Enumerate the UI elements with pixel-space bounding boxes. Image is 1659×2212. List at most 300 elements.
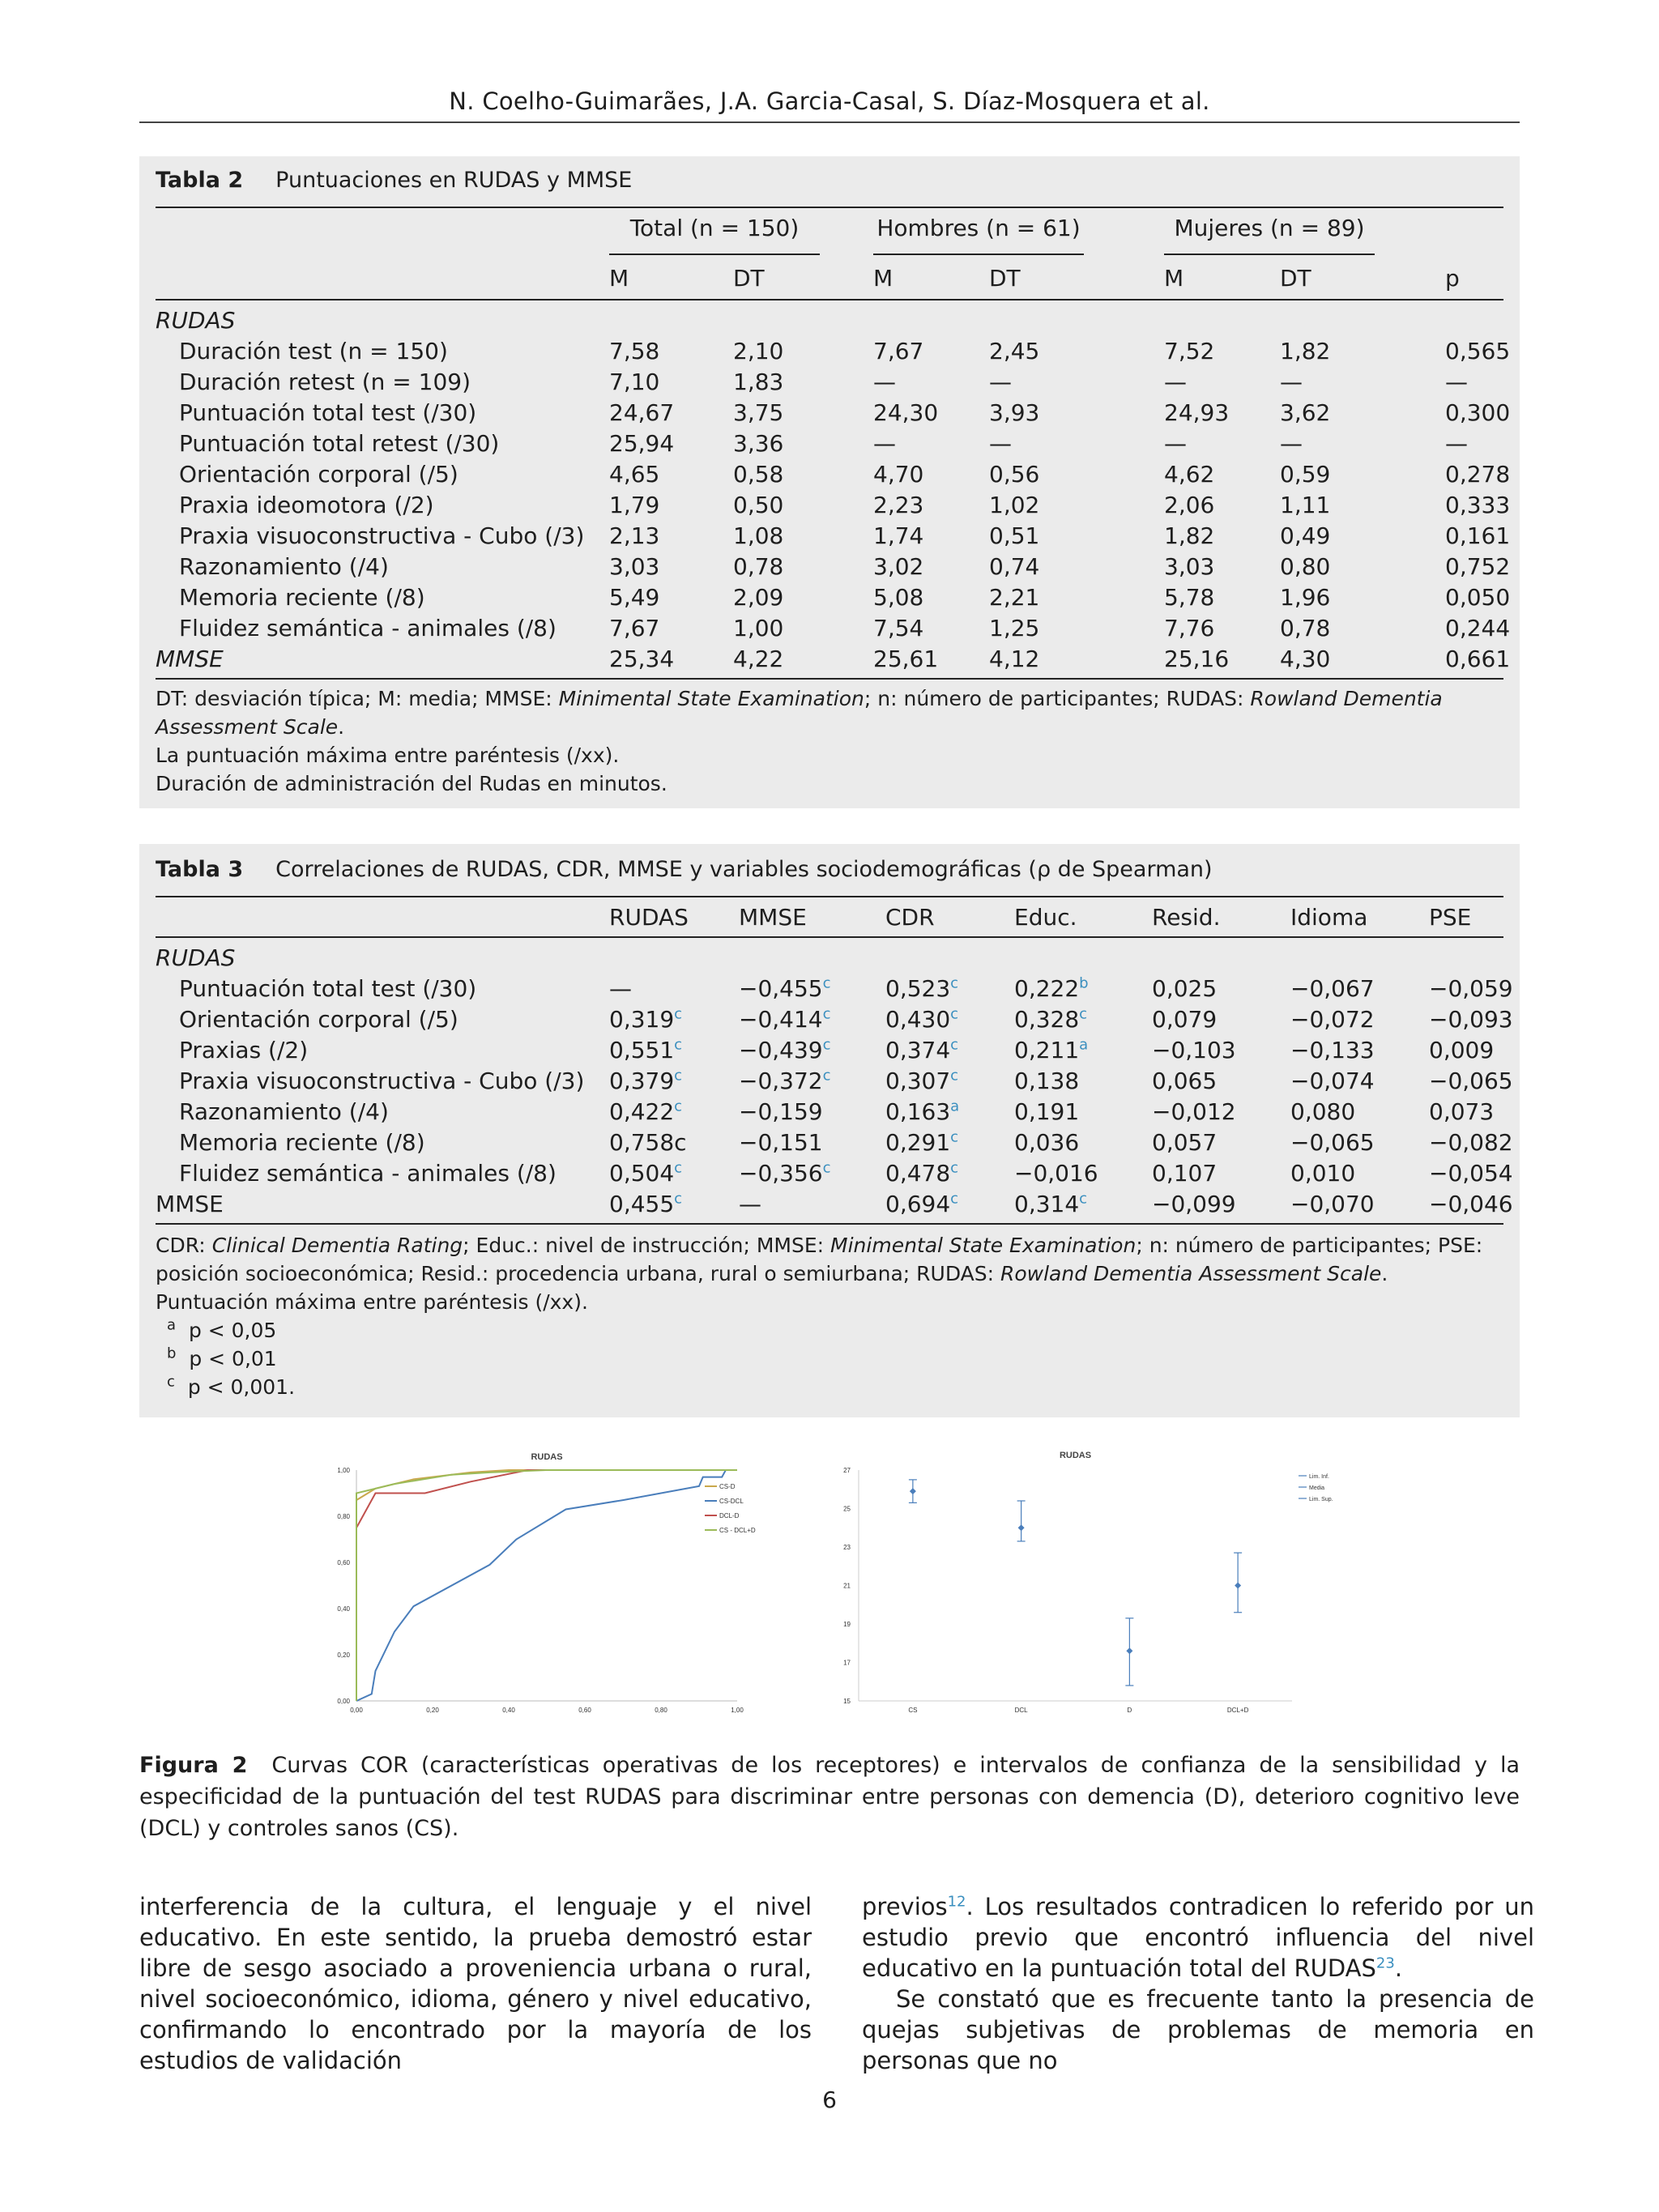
ci-chart — [826, 1442, 1361, 1729]
section-label: RUDAS — [156, 307, 236, 334]
table-cell: 1,08 — [733, 522, 784, 549]
table-rule — [156, 299, 1503, 300]
table-cell — [1014, 975, 1089, 1002]
row-label: Praxia visuoconstructiva - Cubo (/3) — [179, 522, 585, 549]
column-header: MMSE — [739, 904, 807, 931]
table-row — [156, 461, 1511, 492]
table-cell — [1152, 1160, 1217, 1187]
cell-value: −0,067 — [1290, 975, 1375, 1002]
table-cell: — — [873, 369, 896, 395]
table-cell — [885, 1037, 958, 1063]
table-2 — [139, 156, 1520, 808]
table-cell — [739, 1191, 761, 1217]
significance-mark: c — [950, 1005, 959, 1023]
table-3-caption — [156, 857, 1213, 882]
table-cell — [1290, 975, 1375, 1002]
running-head: N. Coelho-Guimarães, J.A. Garcia-Casal, S. Díaz-Mosquera et al. — [449, 87, 1210, 115]
significance-mark: c — [674, 1067, 683, 1085]
cell-value: 0,758c — [609, 1129, 687, 1156]
cell-value: −0,159 — [739, 1098, 823, 1125]
significance-mark: c — [674, 1036, 683, 1054]
chart-title: RUDAS — [1059, 1451, 1092, 1460]
table-2-section-rudas — [156, 307, 1503, 338]
cell-value: 0,291 — [885, 1129, 951, 1156]
table-cell: 0,244 — [1445, 615, 1511, 641]
table-cell: 7,10 — [609, 369, 660, 395]
y-tick-label: 0,20 — [337, 1652, 350, 1659]
table-cell — [1152, 975, 1217, 1002]
table-3-footnote-a: $^a$ p < 0,05 — [167, 1316, 277, 1342]
table-cell — [609, 1129, 687, 1156]
table-cell: 7,67 — [609, 615, 660, 641]
table-3-footnote-b: $^b$ p < 0,01 — [167, 1345, 277, 1370]
x-tick-label: 0,20 — [426, 1707, 439, 1714]
row-label: Duración retest (n = 109) — [179, 369, 471, 395]
table-row — [156, 338, 1511, 369]
table-cell — [1014, 1129, 1079, 1156]
cell-value: 0,009 — [1429, 1037, 1495, 1063]
table-cell: — — [1445, 369, 1468, 395]
table-cell — [1429, 1006, 1513, 1033]
row-label: Orientación corporal (/5) — [179, 1006, 458, 1033]
cell-value: 0,504 — [609, 1160, 675, 1187]
significance-mark: a — [950, 1097, 960, 1115]
row-label: Praxias (/2) — [179, 1037, 309, 1063]
chart-title: RUDAS — [531, 1452, 563, 1462]
cell-value: 0,025 — [1152, 975, 1218, 1002]
table-cell — [739, 1037, 831, 1063]
cell-value: 0,694 — [885, 1191, 951, 1217]
table-cell: 1,11 — [1280, 492, 1331, 518]
column-header: DT — [989, 265, 1021, 292]
table-3-header-row — [156, 904, 1503, 935]
cell-value: 0,430 — [885, 1006, 951, 1033]
x-tick-label: 1,00 — [731, 1707, 744, 1714]
table-cell: 4,22 — [733, 646, 784, 672]
table-cell: — — [989, 430, 1012, 457]
table-cell — [1429, 1098, 1494, 1125]
table-cell: 0,51 — [989, 522, 1040, 549]
column-header: PSE — [1429, 904, 1472, 931]
cell-value: −0,372 — [739, 1068, 823, 1094]
cell-value: 0,065 — [1152, 1068, 1218, 1094]
y-tick-label: 1,00 — [337, 1467, 350, 1474]
column-header: DT — [733, 265, 765, 292]
row-label: Fluidez semántica - animales (/8) — [179, 1160, 557, 1187]
row-label: Praxia visuoconstructiva - Cubo (/3) — [179, 1068, 585, 1094]
row-label: Razonamiento (/4) — [179, 1098, 389, 1125]
table-cell — [609, 1006, 682, 1033]
y-tick-label: 0,00 — [337, 1698, 350, 1705]
table-cell — [609, 975, 632, 1002]
table-rule — [609, 254, 820, 255]
x-tick-label: 0,80 — [655, 1707, 667, 1714]
table-cell — [885, 1098, 959, 1125]
table-cell: 5,08 — [873, 584, 924, 611]
figure-caption — [139, 1750, 1520, 1844]
row-label: Memoria reciente (/8) — [179, 1129, 425, 1156]
table-2-note-1: DT: desviación típica; M: media; MMSE: Minimental State Examination; n: número de participantes; RUDAS: Rowland Dementia Assessment Scale. — [156, 687, 1443, 739]
table-cell — [1014, 1006, 1087, 1033]
table-cell — [885, 1160, 958, 1187]
table-row — [156, 522, 1511, 553]
significance-mark: b — [1079, 974, 1089, 992]
reference-12[interactable]: 12 — [947, 1893, 966, 1911]
table-cell — [885, 1006, 958, 1033]
table-cell — [1290, 1098, 1355, 1125]
table-cell: — — [1164, 430, 1187, 457]
cell-value: −0,455 — [739, 975, 823, 1002]
cell-value: — — [739, 1191, 761, 1217]
table-cell: 24,93 — [1164, 399, 1230, 426]
table-cell: 4,12 — [989, 646, 1040, 672]
table-rule — [1164, 254, 1375, 255]
series-line-0 — [356, 1470, 737, 1701]
table-row — [156, 584, 1511, 615]
cell-value: −0,070 — [1290, 1191, 1375, 1217]
table-cell: 7,54 — [873, 615, 924, 641]
cell-value: 0,422 — [609, 1098, 675, 1125]
column-header: CDR — [885, 904, 935, 931]
table-cell: 25,16 — [1164, 646, 1230, 672]
legend-label: Media — [1309, 1485, 1325, 1491]
table-cell: 3,62 — [1280, 399, 1331, 426]
table-row — [156, 1067, 1513, 1098]
table-cell — [609, 1037, 682, 1063]
table-cell: 2,10 — [733, 338, 784, 364]
table-cell: 1,79 — [609, 492, 660, 518]
table-cell — [1152, 1037, 1236, 1063]
table-cell — [739, 1068, 831, 1094]
cell-value: −0,133 — [1290, 1037, 1375, 1063]
table-cell — [1014, 1068, 1079, 1094]
table-row — [156, 369, 1503, 399]
cell-value: 0,057 — [1152, 1129, 1218, 1156]
table-cell: 0,59 — [1280, 461, 1331, 488]
column-header: Educ. — [1014, 904, 1077, 931]
table-cell: 0,333 — [1445, 492, 1511, 518]
cell-value: 0,328 — [1014, 1006, 1080, 1033]
table-cell — [1290, 1037, 1375, 1063]
cell-value: 0,222 — [1014, 975, 1080, 1002]
cell-value: 0,379 — [609, 1068, 675, 1094]
significance-mark: c — [1079, 1005, 1088, 1023]
significance-mark: c — [674, 1005, 683, 1023]
table-2-subheader-row — [156, 265, 1503, 296]
row-label: Razonamiento (/4) — [179, 553, 389, 580]
legend-label: Lim. Sup. — [1309, 1497, 1333, 1502]
cell-value: 0,374 — [885, 1037, 951, 1063]
legend-label: CS - DCL+D — [719, 1527, 756, 1534]
table-cell — [739, 1129, 823, 1156]
reference-23[interactable]: 23 — [1375, 1954, 1395, 1972]
table-cell: 3,03 — [1164, 553, 1215, 580]
cell-value: 0,314 — [1014, 1191, 1080, 1217]
table-cell: 0,278 — [1445, 461, 1511, 488]
significance-mark: c — [1079, 1190, 1088, 1208]
table-cell: 24,30 — [873, 399, 939, 426]
cell-value: 0,319 — [609, 1006, 675, 1033]
table-cell: 2,23 — [873, 492, 924, 518]
table-cell — [1290, 1191, 1375, 1217]
table-cell: 0,050 — [1445, 584, 1511, 611]
table-cell — [1429, 1191, 1513, 1217]
table-cell — [1429, 975, 1513, 1002]
table-2-top-rule — [156, 207, 1503, 208]
y-tick-label: 25 — [843, 1505, 851, 1513]
cell-value: 0,478 — [885, 1160, 951, 1187]
table-row — [156, 1005, 1513, 1037]
table-cell — [1014, 1037, 1088, 1063]
table-cell: 7,67 — [873, 338, 924, 364]
cell-value: 0,307 — [885, 1068, 951, 1094]
table-cell: 5,49 — [609, 584, 660, 611]
cell-value: −0,356 — [739, 1160, 823, 1187]
table-row — [156, 430, 1503, 461]
page-number: 6 — [822, 2086, 837, 2113]
table-2-label: Tabla 2 — [156, 168, 244, 193]
table-cell: — — [873, 430, 896, 457]
figure-caption-text: Curvas COR (características operativas de los receptores) e intervalos de confianza de la sensibilidad y la especificidad de la puntuación del test RUDAS para discriminar entre personas con demencia (D), deterioro cognitivo leve (DCL) y controles sanos (CS). — [139, 1753, 1520, 1841]
table-rule — [156, 678, 1503, 680]
row-label: MMSE — [156, 646, 224, 672]
column-header: RUDAS — [609, 904, 689, 931]
cell-value: −0,074 — [1290, 1068, 1375, 1094]
group-header-label: Hombres (n = 61) — [876, 215, 1081, 241]
table-row — [156, 1098, 1503, 1129]
table-row — [156, 1159, 1513, 1191]
x-tick-label: 0,00 — [350, 1707, 363, 1714]
table-cell — [1152, 1191, 1236, 1217]
table-cell: 4,62 — [1164, 461, 1215, 488]
table-cell: 1,82 — [1280, 338, 1331, 364]
table-cell — [1429, 1037, 1494, 1063]
series-line-3 — [356, 1470, 737, 1701]
table-cell: 25,61 — [873, 646, 939, 672]
table-2-note-2: La puntuación máxima entre paréntesis (/xx). — [156, 744, 620, 767]
table-cell: 3,36 — [733, 430, 784, 457]
table-cell — [609, 1068, 682, 1094]
y-tick-label: 21 — [843, 1582, 851, 1590]
column-header: p — [1445, 265, 1460, 292]
cell-value: −0,012 — [1152, 1098, 1236, 1125]
table-cell: 0,74 — [989, 553, 1040, 580]
significance-mark: c — [822, 974, 831, 992]
table-cell — [739, 975, 831, 1002]
table-cell: 0,50 — [733, 492, 784, 518]
cell-value: 0,191 — [1014, 1098, 1080, 1125]
table-cell — [739, 1006, 831, 1033]
significance-mark: c — [822, 1036, 831, 1054]
x-tick-label: DCL — [1014, 1707, 1028, 1714]
table-2-group-header — [156, 215, 1503, 245]
cell-value: 0,551 — [609, 1037, 675, 1063]
table-cell: 1,74 — [873, 522, 924, 549]
table-cell: — — [1280, 369, 1303, 395]
table-cell: — — [1445, 430, 1468, 457]
table-cell — [1429, 1068, 1513, 1094]
table-cell: 0,661 — [1445, 646, 1511, 672]
cell-value: 0,010 — [1290, 1160, 1356, 1187]
group-header-label: Mujeres (n = 89) — [1174, 215, 1365, 241]
cell-value: 0,138 — [1014, 1068, 1080, 1094]
cell-value: −0,099 — [1152, 1191, 1236, 1217]
legend-label: Lim. Inf. — [1309, 1474, 1329, 1480]
cell-value: −0,082 — [1429, 1129, 1513, 1156]
table-cell — [885, 1129, 958, 1156]
table-cell: 25,94 — [609, 430, 675, 457]
table-cell: 25,34 — [609, 646, 675, 672]
table-cell: 3,02 — [873, 553, 924, 580]
table-cell — [1290, 1006, 1375, 1033]
table-2-title: Puntuaciones en RUDAS y MMSE — [275, 168, 633, 193]
table-cell: 4,30 — [1280, 646, 1331, 672]
table-cell: 7,52 — [1164, 338, 1215, 364]
table-cell: 1,25 — [989, 615, 1040, 641]
significance-mark: c — [950, 1190, 959, 1208]
table-cell — [1290, 1160, 1355, 1187]
table-3-notes — [156, 1231, 1503, 1401]
table-cell: 0,565 — [1445, 338, 1511, 364]
table-cell: 3,03 — [609, 553, 660, 580]
table-cell: 1,00 — [733, 615, 784, 641]
body-paragraph: interferencia de la cultura, el lenguaje y el nivel educativo. En este sentido, la prueba demostró estar libre de sesgo asociado a proveniencia urbana o rural, nivel socioeconómico, idioma, género y nivel educativo, confirmando lo encontrado por la mayoría de los estudios de validación — [139, 1893, 812, 2074]
cell-value: — — [609, 975, 632, 1002]
significance-mark: c — [674, 1190, 683, 1208]
table-cell: 0,300 — [1445, 399, 1511, 426]
cell-value: 0,107 — [1152, 1160, 1218, 1187]
table-cell: 1,83 — [733, 369, 784, 395]
figure-label: Figura 2 — [139, 1753, 248, 1778]
body-paragraph: previos$^{12}$. Los resultados contradicen lo referido por un estudio previo que encontró influencia del nivel educativo en la puntuación total del RUDAS$^{23}$. — [862, 1893, 1534, 1982]
cell-value: −0,054 — [1429, 1160, 1513, 1187]
cell-value: 0,036 — [1014, 1129, 1080, 1156]
body-paragraph: Se constató que es frecuente tanto la presencia de quejas subjetivas de problemas de memoria en personas que no — [862, 1985, 1534, 2074]
legend-label: CS-DCL — [719, 1498, 744, 1505]
significance-mark: c — [822, 1005, 831, 1023]
table-cell: 1,82 — [1164, 522, 1215, 549]
table-row — [156, 974, 1513, 1006]
significance-mark: c — [674, 1097, 683, 1115]
legend-label: CS-D — [719, 1483, 736, 1490]
table-cell — [1429, 1129, 1513, 1156]
table-3-note-2: Puntuación máxima entre paréntesis (/xx). — [156, 1290, 588, 1314]
significance-mark: c — [822, 1067, 831, 1085]
significance-mark: c — [950, 974, 959, 992]
cell-value: 0,073 — [1429, 1098, 1495, 1125]
table-cell — [609, 1191, 682, 1217]
table-cell — [885, 975, 958, 1002]
column-header: DT — [1280, 265, 1311, 292]
table-cell: 4,70 — [873, 461, 924, 488]
table-cell — [885, 1068, 958, 1094]
table-cell — [739, 1160, 831, 1187]
mean-marker — [910, 1488, 916, 1494]
row-label: Puntuación total retest (/30) — [179, 430, 500, 457]
table-cell — [1429, 1160, 1513, 1187]
y-tick-label: 15 — [843, 1698, 851, 1705]
table-cell — [1014, 1098, 1079, 1125]
cell-value: −0,065 — [1290, 1129, 1375, 1156]
cell-value: −0,046 — [1429, 1191, 1513, 1217]
series-line-1 — [356, 1470, 737, 1701]
row-label: Puntuación total test (/30) — [179, 399, 477, 426]
table-cell: 0,78 — [1280, 615, 1331, 641]
table-3-section-rudas — [156, 944, 1503, 975]
table-cell: 2,06 — [1164, 492, 1215, 518]
cell-value: −0,065 — [1429, 1068, 1513, 1094]
significance-mark: c — [822, 1159, 831, 1177]
row-label: Duración test (n = 150) — [179, 338, 448, 364]
significance-mark: a — [1079, 1036, 1089, 1054]
y-tick-label: 23 — [843, 1544, 851, 1551]
table-cell — [1152, 1129, 1217, 1156]
cell-value: −0,414 — [739, 1006, 823, 1033]
significance-mark: c — [950, 1036, 959, 1054]
table-cell: 0,49 — [1280, 522, 1331, 549]
table-2-caption — [156, 168, 632, 193]
table-3-title: Correlaciones de RUDAS, CDR, MMSE y variables sociodemográficas (ρ de Spearman) — [275, 857, 1213, 882]
roc-chart — [308, 1442, 778, 1729]
y-tick-label: 19 — [843, 1621, 851, 1628]
table-rule — [156, 1223, 1503, 1225]
table-cell — [739, 1098, 823, 1125]
table-cell — [609, 1160, 682, 1187]
x-tick-label: 0,60 — [578, 1707, 591, 1714]
table-cell — [1014, 1160, 1098, 1187]
row-label: Puntuación total test (/30) — [179, 975, 477, 1002]
x-tick-label: CS — [908, 1707, 918, 1714]
table-cell: 2,21 — [989, 584, 1040, 611]
x-tick-label: 0,40 — [502, 1707, 515, 1714]
cell-value: 0,163 — [885, 1098, 951, 1125]
column-header: M — [609, 265, 629, 292]
table-rule — [873, 254, 1084, 255]
table-cell: — — [1280, 430, 1303, 457]
row-label: MMSE — [156, 1191, 224, 1217]
cell-value: 0,523 — [885, 975, 951, 1002]
table-cell: 3,75 — [733, 399, 784, 426]
section-label: RUDAS — [156, 944, 236, 971]
legend-label: DCL-D — [719, 1512, 740, 1519]
table-row — [156, 492, 1511, 522]
cell-value: −0,072 — [1290, 1006, 1375, 1033]
table-cell: 4,65 — [609, 461, 660, 488]
table-cell: — — [989, 369, 1012, 395]
table-3 — [139, 844, 1520, 1417]
table-cell — [1014, 1191, 1087, 1217]
row-label: Praxia ideomotora (/2) — [179, 492, 434, 518]
table-row-mmse — [156, 1190, 1513, 1221]
table-row — [156, 1037, 1503, 1068]
table-cell: 0,58 — [733, 461, 784, 488]
significance-mark: c — [950, 1128, 959, 1146]
table-cell — [1290, 1068, 1375, 1094]
table-3-label: Tabla 3 — [156, 857, 244, 882]
cell-value: −0,439 — [739, 1037, 823, 1063]
table-cell: 0,56 — [989, 461, 1040, 488]
mean-marker — [1126, 1647, 1132, 1654]
table-cell — [1152, 1068, 1217, 1094]
table-cell — [1152, 1098, 1236, 1125]
table-cell: 2,45 — [989, 338, 1040, 364]
body-left-column — [139, 1891, 812, 2076]
y-tick-label: 0,40 — [337, 1605, 350, 1613]
table-cell: 24,67 — [609, 399, 675, 426]
cell-value: −0,059 — [1429, 975, 1513, 1002]
table-cell: — — [1164, 369, 1187, 395]
column-header: M — [1164, 265, 1184, 292]
